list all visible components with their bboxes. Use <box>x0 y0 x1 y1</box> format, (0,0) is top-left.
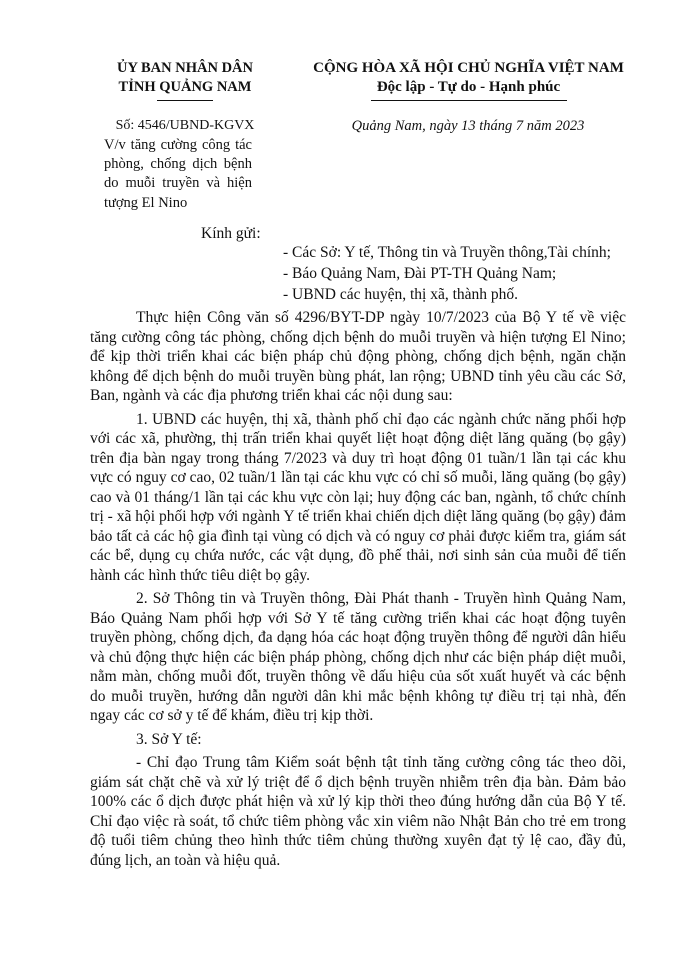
body-paragraph-item-1: 1. UBND các huyện, thị xã, thành phố chỉ đạo các ngành chức năng phối hợp với các xã, phường, thị trấn triển khai quyết liệt hoạt động diệt lăng quăng (bọ gậy) trên địa bàn ngay trong tháng 7/2023 và duy trì hoạt động 01 tuần/1 lần tại các khu vực có nguy cơ cao, 02 tuần/1 lần tại các khu vực có chỉ số muỗi, lăng quăng (bọ gậy) cao và 01 tháng/1 lần tại các khu vực còn lại; huy động các ban, ngành, tổ chức chính trị - xã hội phối hợp với ngành Y tế triển khai chiến dịch diệt lăng quăng (bọ gậy) đảm bảo tất cả các hộ gia đình tại vùng có dịch và có nguy cơ phải được kiểm tra, giám sát các bể, dụng cụ chứa nước, các vật dụng, đồ phế thải, nơi sinh sản của muỗi để tiến hành các hình thức tiêu diệt bọ gậy. <box>90 410 626 584</box>
document-subject: V/v tăng cường công tác phòng, chống dịch bệnh do muỗi truyền và hiện tượng El Nino <box>104 137 252 211</box>
motto-underline <box>371 100 567 101</box>
recipients-label: Kính gửi: <box>201 225 261 242</box>
body-paragraph-item-3-detail: - Chỉ đạo Trung tâm Kiểm soát bệnh tật tỉnh tăng cường công tác theo dõi, giám sát chặt chẽ và xử lý triệt để ổ dịch bệnh truyền nhiễm trên địa bàn. Đảm bảo 100% các ổ dịch được phát hiện và xử lý kịp thời theo đúng hướng dẫn của Bộ Y tế. Chỉ đạo việc rà soát, tổ chức tiêm phòng vắc xin viêm não Nhật Bản cho trẻ em trong độ tuổi tiêm chủng theo hình thức tiêm chủng thường xuyên đạt tỷ lệ cao, đầy đủ, đúng lịch, an toàn và hiệu quả. <box>90 754 626 869</box>
recipients-list <box>283 242 611 305</box>
body-paragraph-item-3-heading: 3. Sở Y tế: <box>136 730 202 748</box>
national-title: CỘNG HÒA XÃ HỘI CHỦ NGHĨA VIỆT NAM <box>313 60 624 76</box>
place-date: Quảng Nam, ngày 13 tháng 7 năm 2023 <box>351 118 585 134</box>
authority-line-2: TỈNH QUẢNG NAM <box>118 79 252 95</box>
recipient-item: - Các Sở: Y tế, Thông tin và Truyền thông,Tài chính; <box>283 244 611 261</box>
national-header <box>286 59 651 101</box>
authority-line-1: ỦY BAN NHÂN DÂN <box>116 60 253 76</box>
document-body <box>90 308 626 870</box>
national-motto: Độc lập - Tự do - Hạnh phúc <box>376 79 561 95</box>
recipient-item: - UBND các huyện, thị xã, thành phố. <box>283 286 519 303</box>
body-paragraph-item-2: 2. Sở Thông tin và Truyền thông, Đài Phát thanh - Truyền hình Quảng Nam, Báo Quảng Nam phối hợp với Sở Y tế tăng cường triển khai các hoạt động tuyên truyền phòng, chống dịch, đa dạng hóa các hoạt động truyền thông để người dân hiểu và chủ động thực hiện các biện pháp phòng, chống dịch như các biện pháp diệt muỗi, nằm màn, chống muỗi đốt, truyền thông về dấu hiệu của sốt xuất huyết và các bệnh do muỗi truyền, hướng dẫn người dân khi mắc bệnh không tự điều trị tại nhà, đến ngay các cơ sở y tế để khám, điều trị kịp thời. <box>90 590 626 724</box>
authority-underline <box>157 100 213 101</box>
issuing-authority <box>80 59 290 101</box>
recipient-item: - Báo Quảng Nam, Đài PT-TH Quảng Nam; <box>283 265 557 282</box>
document-number: Số: 4546/UBND-KGVX <box>115 118 255 133</box>
body-paragraph-intro: Thực hiện Công văn số 4296/BYT-DP ngày 10/7/2023 của Bộ Y tế về việc tăng cường công tác phòng, chống dịch bệnh do muỗi truyền và hiện tượng El Nino; để kịp thời triển khai các biện pháp chủ động phòng, chống dịch bệnh, ngăn chặn không để dịch bệnh do muỗi truyền bùng phát, lan rộng; UBND tỉnh yêu cầu các Sở, Ban, ngành và các địa phương triển khai các nội dung sau: <box>90 309 626 404</box>
